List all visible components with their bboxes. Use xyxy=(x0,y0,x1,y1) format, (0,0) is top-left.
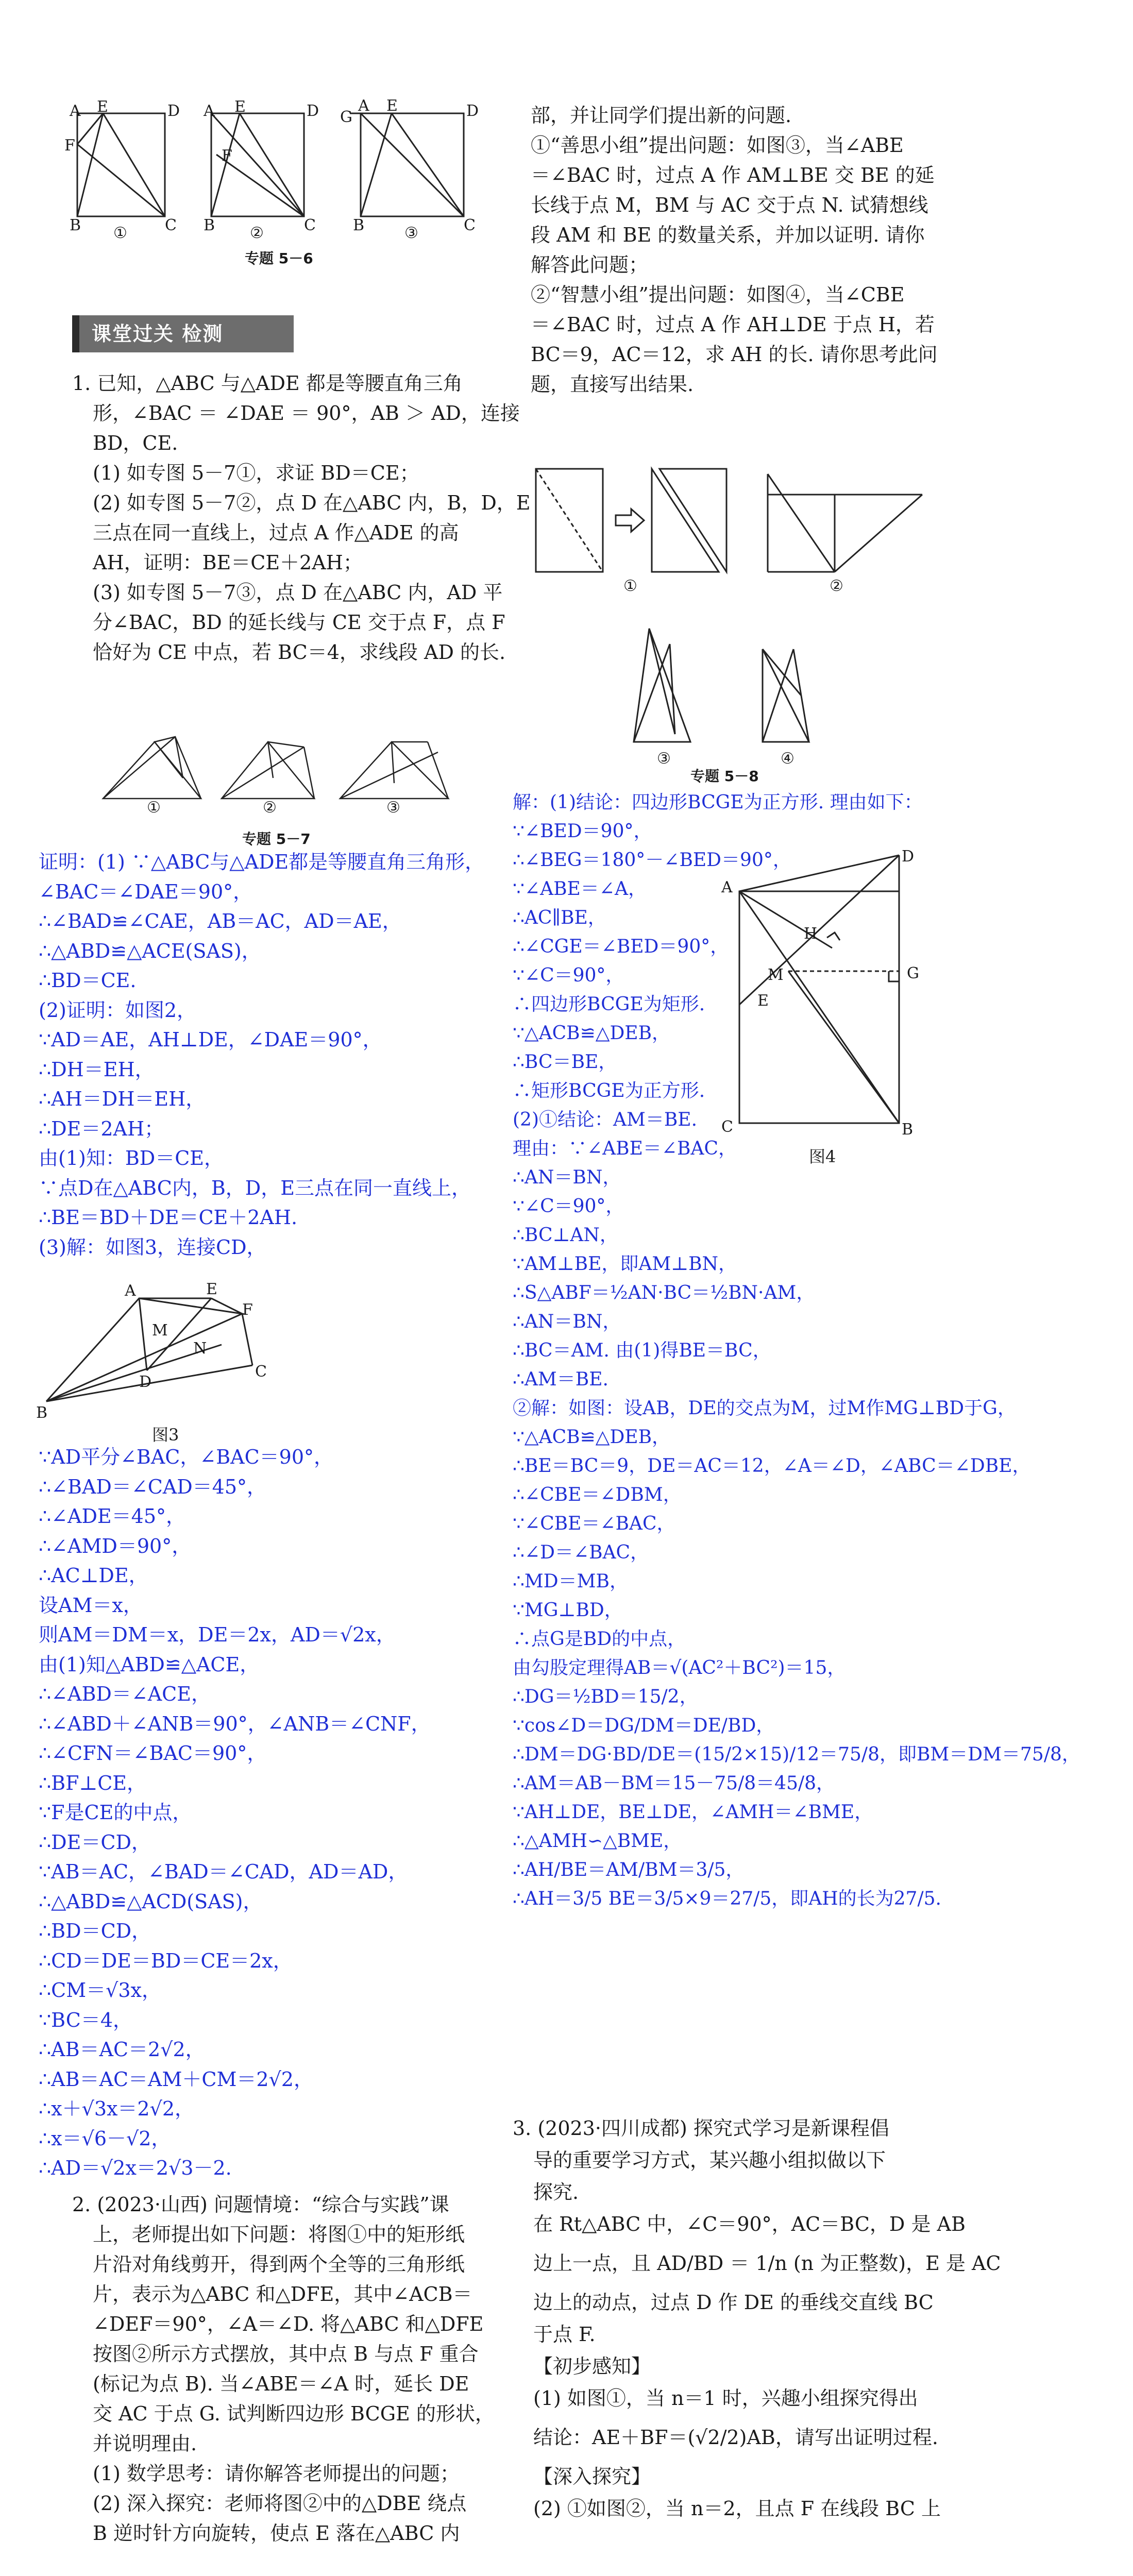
text-line: 题，直接写出结果. xyxy=(531,373,694,396)
text-line: 恰好为 CE 中点，若 BC＝4，求线段 AD 的长. xyxy=(93,641,506,664)
fig58-num: ④ xyxy=(781,750,794,768)
text-line: BC＝9，AC＝12，求 AH 的长. 请你思考此问 xyxy=(531,343,938,366)
text-line: 并说明理由. xyxy=(93,2432,197,2455)
solution-1-part2 xyxy=(39,1443,431,2183)
solution-line: ∴BE＝BC＝9，DE＝AC＝12，∠A＝∠D，∠ABC＝∠DBE， xyxy=(513,1455,1031,1477)
solution-line: ∴△ABD≌△ACD(SAS)， xyxy=(39,1890,263,1913)
text-line: 探究. xyxy=(533,2181,579,2204)
fig56-label: F xyxy=(222,147,232,165)
solution-line: ∠BAC＝∠DAE＝90°， xyxy=(39,880,253,903)
fig56-label: A xyxy=(204,102,215,120)
text-line: (2) ①如图②，当 n＝2，且点 F 在线段 BC 上 xyxy=(533,2497,941,2520)
fig4-label: G xyxy=(907,964,919,982)
text-line: (2) 深入探究：老师将图②中的△DBE 绕点 xyxy=(93,2492,467,2515)
solution-line: ∴x＝√6－√2， xyxy=(39,2127,171,2150)
fig56-label: D xyxy=(167,102,180,120)
solution-line: ∴CD＝DE＝BD＝CE＝2x， xyxy=(39,1949,293,1972)
fig56-caption: 专题 5－6 xyxy=(245,250,313,267)
solution-line: ∵cos∠D＝DG/DM＝DE/BD， xyxy=(513,1715,775,1736)
fig56-label: G xyxy=(340,108,352,126)
solution-line: ∴MD＝MB， xyxy=(513,1571,628,1592)
text-line: B 逆时针方向旋转，使点 E 落在△ABC 内 xyxy=(93,2522,460,2545)
text-line: (1) 如图①，当 n＝1 时，兴趣小组探究得出 xyxy=(533,2387,918,2410)
fig3-label: A xyxy=(125,1282,136,1300)
question-1 xyxy=(72,368,531,667)
solution-line: ∴DE＝CD， xyxy=(39,1831,151,1854)
fig4-caption: 图4 xyxy=(809,1147,836,1166)
figure-3 xyxy=(36,1267,304,1422)
fig3-label: E xyxy=(206,1280,217,1298)
solution-line: ∴DM＝DG·BD/DE＝(15/2×15)/12＝75/8，即BM＝DM＝75/8， xyxy=(513,1744,1080,1765)
solution-line: ∴∠CBE＝∠DBM， xyxy=(513,1484,682,1505)
solution-line: ∴∠ABD＝∠ACE， xyxy=(39,1683,211,1705)
solution-line: ∴BE＝BD＋DE＝CE＋2AH. xyxy=(39,1206,298,1229)
text-line: 分∠BAC，BD 的延长线与 CE 交于点 F，点 F xyxy=(93,611,505,634)
solution-line: ∴△ABD≌△ACE(SAS)， xyxy=(39,939,261,962)
text-line: AH，证明：BE＝CE＋2AH； xyxy=(93,551,363,574)
fig56-label: B xyxy=(204,216,215,234)
fig56-label: C xyxy=(165,216,177,234)
fig56-label: F xyxy=(64,137,75,155)
solution-line: ∵∠ABE＝∠A， xyxy=(513,878,647,900)
fig56-label: C xyxy=(304,216,316,234)
solution-line: ∴∠BAD≌∠CAE，AB＝AC，AD＝AE， xyxy=(39,910,402,933)
solution-line: ∵∠C＝90°， xyxy=(513,1196,624,1217)
solution-line: ∴BD＝CD， xyxy=(39,1920,151,1942)
fig56-label: A xyxy=(358,97,369,115)
right-intro xyxy=(531,100,938,399)
text-line: 在 Rt△ABC 中，∠C＝90°，AC＝BC，D 是 AB xyxy=(533,2213,966,2235)
text-line: 部，并让同学们提出新的问题. xyxy=(531,104,792,127)
fig56-label: E xyxy=(97,98,108,116)
solution-line: ∴点G是BD的中点， xyxy=(513,1629,686,1650)
figure-4 xyxy=(711,850,958,1139)
text-line: 交 AC 于点 G. 试判断四边形 BCGE 的形状， xyxy=(93,2402,495,2425)
text-line: 形，∠BAC ＝ ∠DAE ＝ 90°，AB ＞ AD，连接 xyxy=(93,402,520,425)
text-line: 长线于点 M，BM 与 AC 交于点 N. 试猜想线 xyxy=(531,194,928,216)
fig57-num: ① xyxy=(147,799,161,817)
solution-line: 设AM＝x， xyxy=(39,1594,143,1617)
solution-line: ∴DE＝2AH； xyxy=(39,1117,164,1140)
fig56-label: A xyxy=(70,102,81,120)
text-line: ＝∠BAC 时，过点 A 作 AH⊥DE 于点 H，若 xyxy=(531,313,935,336)
text-line: 段 AM 和 BE 的数量关系，并加以证明. 请你 xyxy=(531,224,925,246)
text-line: 【初步感知】 xyxy=(533,2355,651,2378)
solution-line: 由勾股定理得AB＝√(AC²＋BC²)＝15， xyxy=(513,1657,846,1679)
question-3 xyxy=(513,2112,1001,2524)
fig4-label: C xyxy=(721,1118,733,1136)
text-line: 1. 已知，△ABC 与△ADE 都是等腰直角三角 xyxy=(72,372,463,395)
text-line: 【深入探究】 xyxy=(533,2465,651,2488)
solution-1-part1 xyxy=(39,848,484,1262)
fig4-label: E xyxy=(757,992,769,1010)
fig3-label: M xyxy=(152,1321,168,1340)
solution-line: (2)证明：如图2， xyxy=(39,998,197,1022)
solution-line: ∴∠BAD＝∠CAD＝45°， xyxy=(39,1475,267,1498)
text-line: 片沿对角线剪开，得到两个全等的三角形纸 xyxy=(93,2253,465,2276)
solution-line: ∵∠CBE＝∠BAC， xyxy=(513,1513,675,1534)
fig4-label: M xyxy=(768,966,784,984)
solution-line: ∴四边形BCGE为矩形. xyxy=(513,994,705,1015)
fig57-num: ③ xyxy=(386,799,400,817)
solution-line: ∵AH⊥DE，BE⊥DE，∠AMH＝∠BME， xyxy=(513,1802,873,1823)
solution-line: 则AM＝DM＝x，DE＝2x，AD＝√2x， xyxy=(39,1623,396,1646)
solution-line: ∴AC⊥DE， xyxy=(39,1564,148,1587)
solution-line: ∴∠ABD＋∠ANB＝90°，∠ANB＝∠CNF， xyxy=(39,1712,431,1735)
text-line: (标记为点 B). 当∠ABE＝∠A 时，延长 DE xyxy=(93,2372,469,2395)
solution-line: ∴AB＝AC＝2√2， xyxy=(39,2038,205,2061)
fig3-caption: 图3 xyxy=(152,1425,179,1445)
fig56-num: ① xyxy=(113,224,127,242)
solution-line: ∴AD＝√2x＝2√3－2. xyxy=(39,2157,232,2179)
solution-line: ∴AH＝DH＝EH， xyxy=(39,1088,206,1110)
solution-line: ∴x＋√3x＝2√2， xyxy=(39,2097,194,2120)
banner-label: 课堂过关 检测 xyxy=(92,323,224,345)
solution-line: 证明：(1) ∵△ABC与△ADE都是等腰直角三角形， xyxy=(39,851,485,873)
fig4-label: A xyxy=(721,878,733,896)
question-2 xyxy=(72,2190,495,2548)
solution-line: ∵点D在△ABC内，B，D，E三点在同一直线上， xyxy=(39,1176,471,1199)
solution-line: ∴BD＝CE. xyxy=(39,969,137,992)
text-line: 边上一点，且 AD/BD ＝ 1/n (n 为正整数)，E 是 AC xyxy=(533,2252,1001,2275)
solution-line: ∵AB＝AC，∠BAD＝∠CAD，AD＝AD， xyxy=(39,1860,408,1883)
fig4-label: D xyxy=(902,848,915,866)
text-line: 2. (2023·山西) 问题情境：“综合与实践”课 xyxy=(72,2193,449,2216)
fig58-num: ③ xyxy=(657,750,671,768)
text-line: ①“善思小组”提出问题：如图③，当∠ABE xyxy=(531,134,904,157)
solution-line: (2)①结论：AM＝BE. xyxy=(513,1109,698,1130)
text-line: BD，CE. xyxy=(93,432,178,454)
solution-line: ∵△ACB≌△DEB， xyxy=(513,1427,671,1448)
solution-line: ∴CM＝√3x， xyxy=(39,1979,161,2002)
fig58-caption: 专题 5－8 xyxy=(690,768,759,785)
solution-line: ∵∠BED＝90°， xyxy=(513,821,652,842)
solution-line: ∴S△ABF＝½AN·BC＝½BN·AM， xyxy=(513,1282,815,1303)
solution-line: ∴AN＝BN， xyxy=(513,1167,621,1188)
solution-line: ∵MG⊥BD， xyxy=(513,1600,623,1621)
solution-line: ②解：如图：设AB，DE的交点为M，过M作MG⊥BD于G， xyxy=(513,1398,1016,1419)
solution-line: ∴AH/BE＝AM/BM＝3/5， xyxy=(513,1859,745,1880)
text-line: 解答此问题； xyxy=(531,253,649,276)
text-line: (1) 数学思考：请你解答老师提出的问题； xyxy=(93,2462,460,2485)
fig56-label: B xyxy=(70,216,81,234)
solution-line: ∴∠D＝∠BAC， xyxy=(513,1542,649,1563)
text-line: ∠DEF＝90°，∠A＝∠D. 将△ABC 和△DFE xyxy=(93,2313,484,2335)
solution-line: ∴∠AMD＝90°， xyxy=(39,1534,192,1557)
solution-line: ∵BC＝4， xyxy=(39,2008,133,2031)
solution-line: ∴AM＝AB－BM＝15－75/8＝45/8， xyxy=(513,1773,835,1794)
text-line: ②“智慧小组”提出问题：如图④，当∠CBE xyxy=(531,283,905,306)
text-line: 按图②所示方式摆放，其中点 B 与点 F 重合 xyxy=(93,2343,479,2365)
fig58-num: ② xyxy=(830,577,843,595)
solution-line: ∴∠CGE＝∠BED＝90°， xyxy=(513,936,729,957)
solution-line: 理由：∵∠ABE＝∠BAC， xyxy=(513,1138,737,1159)
figure-5-8 xyxy=(520,453,943,783)
solution-line: ∴△AMH∽△BME， xyxy=(513,1831,682,1852)
fig3-label: N xyxy=(193,1340,207,1358)
solution-line: ∴AB＝AC＝AM＋CM＝2√2， xyxy=(39,2067,313,2091)
section-banner xyxy=(72,315,294,352)
solution-line: ∴矩形BCGE为正方形. xyxy=(513,1080,705,1101)
text-line: 上，老师提出如下问题：将图①中的矩形纸 xyxy=(93,2223,465,2246)
solution-line: ∵AD平分∠BAC，∠BAC＝90°， xyxy=(39,1446,334,1468)
fig57-num: ② xyxy=(263,799,277,817)
figure-5-7 xyxy=(98,721,469,817)
fig56-num: ② xyxy=(250,224,264,242)
fig3-label: D xyxy=(139,1373,152,1391)
fig3-label: B xyxy=(36,1404,48,1422)
solution-line: (3)解：如图3，连接CD， xyxy=(39,1235,266,1259)
fig56-label: D xyxy=(307,102,319,120)
text-line: (3) 如专图 5－7③，点 D 在△ABC 内，AD 平 xyxy=(93,581,503,604)
solution-line: ∴AN＝BN， xyxy=(513,1311,621,1332)
fig4-label: B xyxy=(902,1121,914,1139)
fig56-label: C xyxy=(464,216,476,234)
fig56-label: B xyxy=(353,216,365,234)
fig56-label: D xyxy=(466,102,479,120)
solution-line: ∴∠CFN＝∠BAC＝90°， xyxy=(39,1742,267,1765)
solution-line: ∴BF⊥CE， xyxy=(39,1771,147,1794)
solution-line: 由(1)知：BD＝CE， xyxy=(39,1147,224,1170)
fig57-caption: 专题 5－7 xyxy=(242,831,311,848)
fig58-num: ① xyxy=(623,577,637,595)
solution-line: ∴AM＝BE. xyxy=(513,1369,608,1390)
text-line: 于点 F. xyxy=(533,2323,596,2346)
solution-line: ∴BC＝BE， xyxy=(513,1052,617,1073)
solution-line: ∴∠ADE＝45°， xyxy=(39,1505,186,1528)
solution-line: ∵∠C＝90°， xyxy=(513,965,624,986)
solution-line: ∴BC⊥AN， xyxy=(513,1225,618,1246)
solution-line: ∵AM⊥BE，即AM⊥BN， xyxy=(513,1253,737,1275)
text-line: (1) 如专图 5－7①，求证 BD＝CE； xyxy=(93,462,419,484)
solution-line: ∵F是CE的中点， xyxy=(39,1801,192,1824)
text-line: 导的重要学习方式，某兴趣小组拟做以下 xyxy=(533,2149,886,2172)
figure-5-6 xyxy=(62,93,505,268)
solution-line: ∴∠BEG＝180°－∠BED＝90°， xyxy=(513,850,791,871)
fig56-label: E xyxy=(234,98,246,116)
fig56-label: E xyxy=(386,97,398,115)
fig56-num: ③ xyxy=(404,224,418,242)
fig3-label: F xyxy=(242,1301,253,1319)
text-line: 三点在同一直线上，过点 A 作△ADE 的高 xyxy=(93,521,459,544)
text-line: 3. (2023·四川成都) 探究式学习是新课程倡 xyxy=(513,2117,889,2140)
solution-line: 由(1)知△ABD≌△ACE， xyxy=(39,1653,260,1676)
text-line: 结论：AE＋BF＝(√2/2)AB，请写出证明过程. xyxy=(533,2426,938,2449)
solution-line: ∴BC＝AM. 由(1)得BE＝BC， xyxy=(513,1340,771,1361)
solution-line: ∴DH＝EH， xyxy=(39,1058,155,1081)
solution-line: 解：(1)结论：四边形BCGE为正方形. 理由如下： xyxy=(513,792,923,813)
fig4-label: H xyxy=(804,925,818,943)
solution-line: ∴AH＝3/5 BE＝3/5×9＝27/5，即AH的长为27/5. xyxy=(513,1888,941,1909)
text-line: (2) 如专图 5－7②，点 D 在△ABC 内，B，D，E xyxy=(93,492,531,514)
solution-line: ∵AD＝AE，AH⊥DE，∠DAE＝90°， xyxy=(39,1028,382,1051)
fig3-label: C xyxy=(255,1363,267,1381)
solution-line: ∴AC∥BE， xyxy=(513,907,606,928)
text-line: 片，表示为△ABC 和△DFE，其中∠ACB＝ xyxy=(93,2283,472,2306)
text-line: 边上的动点，过点 D 作 DE 的垂线交直线 BC xyxy=(533,2291,934,2314)
text-line: ＝∠BAC 时，过点 A 作 AM⊥BE 交 BE 的延 xyxy=(531,164,935,187)
solution-line: ∴DG＝½BD＝15/2， xyxy=(513,1686,698,1707)
solution-line: ∵△ACB≌△DEB， xyxy=(513,1023,671,1044)
